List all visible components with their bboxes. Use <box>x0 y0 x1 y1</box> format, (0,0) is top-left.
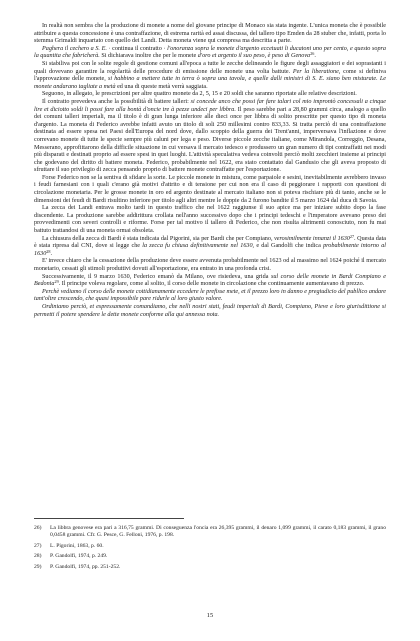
paragraph-2-text: Si dichiarava inoltre che per le monete <box>99 53 198 60</box>
paragraph-2-text: · continua il contratto · <box>106 45 168 52</box>
footnote-number: 26) <box>34 525 42 531</box>
paragraph-4 <box>34 91 386 99</box>
quote-text: Per la liberatione <box>292 68 339 75</box>
paragraph-10 <box>34 274 386 289</box>
paragraph-8-text: . <box>50 250 53 257</box>
footnote-27 <box>34 543 386 550</box>
footnote-number: 27) <box>34 542 42 549</box>
paragraph-8 <box>34 233 387 259</box>
quote-text: Paghera il cechero a S. E. <box>42 45 107 52</box>
quote-text: si concede anco che possi far fare talari col mio improntò concessali a cinque lire et diciotto soldi li possi fare alla bontà d'oncie tre à pezze undeci per libbra. <box>34 98 387 113</box>
footnote-ref-27: 27 <box>349 233 355 239</box>
footnote-ref-26: 26 <box>310 51 315 57</box>
paragraph-8-text: . Questa data è stata ripresa dal CNI, dove si legge che <box>34 235 387 250</box>
footnote-ref-29: 29 <box>54 279 59 284</box>
footnote-29 <box>34 564 386 571</box>
footnote-text: L. Pigorini, 1863, p. 60. <box>50 542 104 549</box>
page-number: 15 <box>206 612 214 619</box>
paragraph-12 <box>34 304 386 319</box>
quote-text: Ordiniamo perciò, et espressamente comandiamo, che nelli nostri stati, feudi imperiali di Bardi, Compiano, Pieve e loro giurisdittione si permetti il potere spendere le dette monete conforme alla qui annessa nota. <box>34 303 386 318</box>
footnote-28 <box>34 553 386 560</box>
paragraph-3 <box>34 61 386 91</box>
footnote-divider <box>34 518 184 519</box>
paragraph-5-text: Il peso sarebbe pari a 28,80 grammi circa, analogo a quello dei comuni talleri imperiali, ma il titolo è di gran lunga inferiore alle dieci once per libbra di solito prescritte per questo tipo di moneta d'argento. La moneta di Federico avrebbe infatti avuto un titolo di soli 250 millesimi contro 833,33. Si tratta perciò di una contraffazione destinata ad essere spesa nei Paesi dell'Europa del nord dove, dallo scoppio della guerra dei Trent'anni, imperversava l'inflazione e dove correvano monete di tutte le specie sempre più caluni per lega e peso. Diverse piccole zecche italiane, come Mirandola, Correggio, Desana, Messerano, approfittarono della difficile situazione in cui versava il mercato tedesco e produssero un gran numero di tipi contraffatti nei modi più disparati e destinati proprio ad essere spesi in quei luoghi. L'attività speculativa vedeva coinvolti perciò molti zecchieri insieme ai principi che godevano del diritto di battere moneta. Federico, probabilmente nel 1622, era stato contattato dal Gandusio che gli aveva proposto di sfruttare il suo privilegio di zecca pensando proprio di battere monete contraffatte per l'esportazione. <box>34 106 387 174</box>
paragraph-3-text: Si stabiliva poi con le solite regole di gestione comuni all'epoca a tutte le zecche delineando le figure degli assaggiatori e dei soprastanti i quali dovevano garantire la regolarità delle procedure di emissione delle monete una volta battute. <box>34 60 386 75</box>
paragraph-7 <box>34 205 386 235</box>
paragraph-5-text: Il contratto prevedeva anche la possibilità di battere talleri: <box>42 98 191 105</box>
quote-text: sul corso delle monete in Bardi Compiano e Bedonia <box>34 273 386 288</box>
paragraph-7-text: La zecca dei Landi entrava molto tardi in questo traffico che nel 1622 raggiunse il suo apice ma per iniziare subito dopo la fase discendente. La produzione sarebbe addirittura crollata nell'anno successivo dopo che i principi tedeschi e l'imperatore avevano preso dei provvedimenti con severi controlli e riforme. Forse per tal motivo il tallero di Federico, che non risulta altrimenti conosciuto, non fu mai battuto trattandosi di una moneta ormai obsoleta. <box>34 205 386 235</box>
paragraph-2-text: . <box>314 53 316 60</box>
footnote-number: 29) <box>34 563 42 570</box>
paragraph-9-text: E' invece chiaro che la cessazione della produzione deve essere avvenuta probabilmente nel 1623 od al massimo nel 1624 poiché il mercato monetario, cessati gli stimoli produttivi dovuti all'esportazione, era entrato in una profonda crisi. <box>34 258 386 272</box>
quote-text: si habbino a mettere tutte in terra ò sopra una tavola, e quelle dalli ministri di S. E. siano ben misturate. Le monete andarano tagliate a metà <box>34 76 386 90</box>
paragraph-3-text: ed una di queste metà verrà saggiata. <box>115 83 208 90</box>
paragraph-8-text: La chiusura della zecca di Bardi è stata indicata dal Pigorini, sia per Bardi che per Compiano, <box>42 235 275 242</box>
paragraph-2 <box>34 46 386 61</box>
quote-text: probabilmente intorno al 1630 <box>34 243 386 257</box>
footnote-26 <box>34 525 386 539</box>
footnote-text: La libbra genovese era pari a 316,75 grammi. Di conseguenza l'oncia era 26,395 grammi, il denaro 1,099 grammi, il carato 0,183 grammi, il grano 0,0458 grammi. Cfr. G. Pesce, G. Felloni, 1976, p. 198. <box>50 525 386 539</box>
footnotes <box>34 525 386 575</box>
quote-text: la zecca fu chiusa definitivamente nel 1630 <box>142 243 253 250</box>
paragraph-6-text: Forse Federico non se la sentiva di sfidare la sorte. Le piccole monete in mistura, come parpaiole e sesini, inevitabilmente avrebbero invaso i feudi farnesiani con i quali c'erano già motivi d'attrito e di tensione per cui non era il caso di peggiorare i rapporti con questioni di circolazione monetaria. Per le grosse monete in oro ed argento destinate al mercato italiano non si poteva rischiare più di tanto, anche se le dimensioni dei feudi di Bardi risultino inferiore per titolo agli altri mentre le doppie da 2 furono bandite il 5 marzo 1624 dal duca di Savoia. <box>34 174 386 204</box>
footnote-text: P. Gandolfi, 1974, p. 249. <box>50 553 108 560</box>
paragraph-9 <box>34 258 386 273</box>
quote-text: Perchè vediamo il corso delle monete cottidianamente eccedere le prefisse mete, et il prezzo loro in danno e pregiudicio del publlico andare tant'oltre crescendo, che quasi impossibile pare ridurle al loro giusto valore. <box>34 288 386 303</box>
paragraph-4-text: Seguono, in allegato, le prescrizioni per altre quattro monete da 2, 5, 15 e 20 soldi che saranno riportate alle relative descrizioni. <box>42 91 357 98</box>
paragraph-11 <box>34 289 386 304</box>
paragraph-10-text: . Il principe voleva regolare, come al solito, il corso delle monete in circolazione che continuamente aumentavano di prezzo. <box>58 281 365 288</box>
footnote-text: P. Gandolfi, 1974, pp. 251-252. <box>50 563 121 570</box>
footnote-ref-28: 28 <box>46 248 51 254</box>
paragraph-5 <box>34 99 386 175</box>
quote-text: l'onoranza sopra le monete d'argento eccetuati li ducatoni uno per cento, e questo sopra la quantita che fabricherà. <box>34 45 386 60</box>
quote-text: d'oro et argento il suo peso, è peso di Genova <box>197 53 311 60</box>
footnote-number: 28) <box>34 553 42 560</box>
paragraph-1 <box>34 23 386 46</box>
paragraph-1-text: In realtà non sembra che la produzione di monete a nome del giovane principe di Monaco sia stata ingente. L'unica moneta che è possibile attribuire a questa concessione è una contraffazione, di estrema rarità ed assai discussa, del tallero tipo Emden da 28 stuber che, infatti, porta lo stemma Grimaldi inquartato con quello dei Landi. Detta moneta viene qui compresa ma descritta a parte. <box>34 23 386 45</box>
body-text <box>34 23 386 319</box>
paragraph-10-text: Successivamente, il 9 marzo 1630, Federico emanò da Milano, ove risiedeva, una grida <box>42 273 271 280</box>
paragraph-6 <box>34 175 386 205</box>
quote-text: verosimilmente innanzi il 1630 <box>274 235 350 242</box>
paragraph-8-text: , e dal Gandolfi che indica <box>252 243 324 250</box>
paragraph-3-text: , come si definiva l'approvazione delle monete, <box>34 68 386 83</box>
